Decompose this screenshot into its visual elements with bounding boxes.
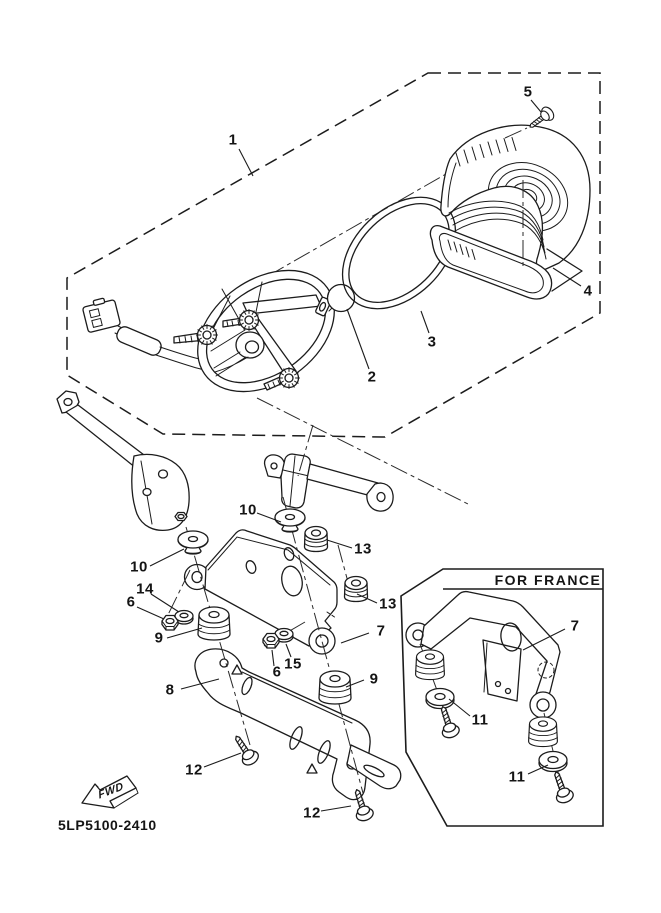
callout-12: 12 — [185, 761, 203, 779]
bushing-13-top — [305, 527, 328, 552]
callout-9: 9 — [154, 629, 164, 647]
callout-1: 1 — [228, 131, 238, 149]
leader-1 — [239, 149, 253, 176]
france-screw-right — [548, 769, 575, 805]
callout-12: 12 — [303, 804, 321, 822]
nut-6-left — [162, 616, 178, 631]
callout-5: 5 — [523, 83, 533, 101]
callout-11: 11 — [508, 768, 526, 786]
tail-light-body — [174, 245, 357, 416]
stay-bracket-top — [265, 454, 394, 511]
lens-housing — [430, 125, 590, 299]
callout-10: 10 — [239, 501, 257, 519]
callout-7: 7 — [376, 622, 386, 640]
france-washer-11-right — [539, 752, 567, 772]
damper-9-left — [198, 607, 230, 640]
part-number: 5LP5100-2410 — [58, 817, 157, 833]
callout-13: 13 — [354, 540, 372, 558]
callout-10: 10 — [130, 558, 148, 576]
france-box-label: FOR FRANCE — [494, 572, 602, 588]
callout-2: 2 — [367, 368, 377, 386]
lens-reflector-plate — [430, 226, 551, 299]
callout-15: 15 — [284, 655, 302, 673]
callout-8: 8 — [165, 681, 175, 699]
callout-3: 3 — [427, 333, 437, 351]
callout-6: 6 — [272, 663, 282, 681]
callout-6: 6 — [126, 593, 136, 611]
france-damper-left — [416, 650, 445, 680]
stay-bracket-left — [57, 391, 189, 530]
france-washer-11-left — [426, 689, 454, 709]
callout-4: 4 — [583, 282, 593, 300]
france-damper-right — [529, 717, 558, 747]
callout-13: 13 — [379, 595, 397, 613]
nut-6-right — [263, 634, 279, 649]
grommet-10-left — [178, 531, 208, 554]
callout-11: 11 — [471, 711, 489, 729]
fwd-arrow-label: FWD — [97, 780, 125, 802]
france-screw-left — [435, 704, 461, 740]
screw-12-left — [229, 732, 261, 768]
callout-14: 14 — [136, 580, 154, 598]
leader-lines — [137, 100, 581, 811]
callout-7: 7 — [570, 617, 580, 635]
grommet-10-right — [275, 509, 305, 532]
callout-9: 9 — [369, 670, 379, 688]
